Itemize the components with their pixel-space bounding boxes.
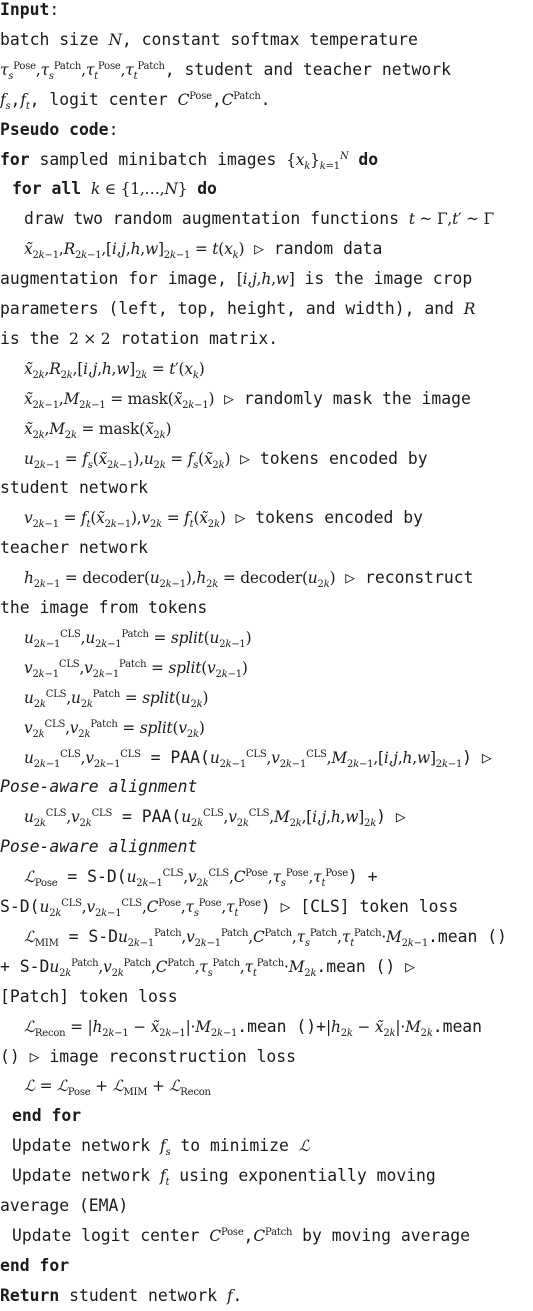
- code-line: ℒ = ℒ$_{Pose}$ + ℒ$_{MIM}$ + ℒ$_{Recon}$: [24, 1077, 211, 1099]
- code-line: + $S-Du_{2k}^{Patch},v_{2k}^{Patch},C^{Patch},\tau_s^{Patch},\tau_t^{Patch}\cdot M_{2k}.mean$ () ▷: [0, 956, 416, 979]
- code-line: ℒ$_{MIM}$ = $S-Du_{2k-1}^{Patch},v_{2k-1}^{Patch},C^{Patch},\tau_s^{Patch},\tau_t^{Patch}\cdot M_{2k-1}.mean$ (): [24, 926, 507, 949]
- code-line: $v_{2k-1}$ = $f_t(x̃_{2k-1}),v_{2k}$ = $f_t(x̃_{2k})$ ▷ tokens encoded by: [24, 508, 423, 531]
- code-line: average (EMA): [0, 1196, 129, 1215]
- code-line: Return student network f.: [0, 1285, 243, 1305]
- code-line: $S-D(u_{2k}^{CLS},v_{2k-1}^{CLS},C^{Pose},\tau_s^{Pose},\tau_t^{Pose})$ ▷ [CLS] token loss: [0, 897, 459, 919]
- code-line: $u_{2k-1}^{CLS},u_{2k-1}^{Patch}$ = $split(u_{2k-1})$: [24, 628, 252, 650]
- code-line: $v_{2k}^{CLS},v_{2k}^{Patch}$ = $split(v_{2k})$: [24, 718, 205, 740]
- code-line: batch size N, constant softmax temperature: [0, 29, 418, 49]
- code-line: for sampled minibatch images $\{x_k\}_{k=1}^N$ do: [0, 149, 379, 172]
- code-line: Pose-aware alignment: [0, 777, 198, 797]
- code-line: $v_{2k-1}^{CLS},v_{2k-1}^{Patch}$ = $split(v_{2k-1})$: [24, 658, 248, 680]
- code-line: $h_{2k-1}$ = $decoder(u_{2k-1}),h_{2k}$ = $decoder(u_{2k})$ ▷ reconstruct: [24, 568, 474, 591]
- code-line: student network: [0, 478, 149, 498]
- code-line: augmentation for image, [i,j,h,w] is the image crop: [0, 269, 473, 289]
- code-line: $x̃_{2k},R_{2k},[i,j,h,w]_{2k} = t'(x_k)$: [24, 359, 205, 381]
- code-line: $u_{2k-1}^{CLS},v_{2k-1}^{CLS} = PAA(u_{2k-1}^{CLS},v_{2k-1}^{CLS},M_{2k-1},[i,j,h,w]_{2k-1})$ ▷: [24, 747, 492, 770]
- code-line: for all k ∈ {1,…,N} do: [12, 179, 217, 199]
- code-line: ℒ$_{Pose}$ = $S-D(u_{2k-1}^{CLS},v_{2k}^{CLS},C^{Pose},\tau_s^{Pose},\tau_t^{Pose})$ +: [24, 867, 378, 890]
- code-line: $\tau_s^{Pose},\tau_s^{Patch},\tau_t^{Pose},\tau_t^{Patch}$, student and teacher network: [0, 59, 451, 82]
- code-line: $u_{2k}^{CLS},v_{2k}^{CLS} = PAA(u_{2k}^{CLS},v_{2k}^{CLS},M_{2k},[i,j,h,w]_{2k})$ ▷: [24, 807, 406, 830]
- code-line: end for: [12, 1106, 82, 1126]
- code-line: $x̃_{2k-1},M_{2k-1}$ = $mask(x̃_{2k-1})$ ▷ randomly mask the image: [24, 388, 471, 411]
- code-line: teacher network: [0, 538, 149, 558]
- code-line: $x̃_{2k-1},R_{2k-1},[i,j,h,w]_{2k-1} = t(x_k)$ ▷ random data: [24, 239, 383, 262]
- code-line: Pose-aware alignment: [0, 837, 198, 857]
- code-line: $u_{2k}^{CLS},u_{2k}^{Patch}$ = $split(u_{2k})$: [24, 688, 209, 710]
- code-line: Input:: [0, 0, 60, 19]
- code-line: Pseudo code:: [0, 119, 119, 139]
- code-line: draw two random augmentation functions t ~ Γ,t′ ~ Γ: [24, 209, 494, 229]
- code-line: end for: [0, 1255, 70, 1275]
- code-line: $u_{2k-1}$ = $f_s(x̃_{2k-1}),u_{2k}$ = $f_s(x̃_{2k})$ ▷ tokens encoded by: [24, 448, 428, 471]
- code-line: $x̃_{2k},M_{2k}$ = $mask(x̃_{2k})$: [24, 419, 172, 441]
- code-line: [Patch] token loss: [0, 986, 178, 1006]
- code-line: Update network $f_t$ using exponentially moving: [12, 1166, 436, 1189]
- code-line: () ▷ image reconstruction loss: [0, 1046, 297, 1066]
- code-line: $f_s,f_t$, logit center $C^{Pose},C^{Patch}$.: [0, 89, 271, 112]
- code-line: is the 2 × 2 rotation matrix.: [0, 328, 279, 348]
- code-line: ℒ$_{Recon}$ = $|h_{2k-1}$ − $x̃_{2k-1}|\cdot M_{2k-1}.mean$ $()+|h_{2k}$ − $x̃_{2k}|\cdot M_{2k}.mean$: [24, 1016, 483, 1039]
- code-line: Update logit center $C^{Pose},C^{Patch}$ by moving average: [12, 1225, 470, 1245]
- code-line: parameters (left, top, height, and width), and R: [0, 299, 476, 318]
- code-line: the image from tokens: [0, 598, 208, 617]
- code-line: Update network $f_s$ to minimize ℒ: [12, 1136, 310, 1159]
